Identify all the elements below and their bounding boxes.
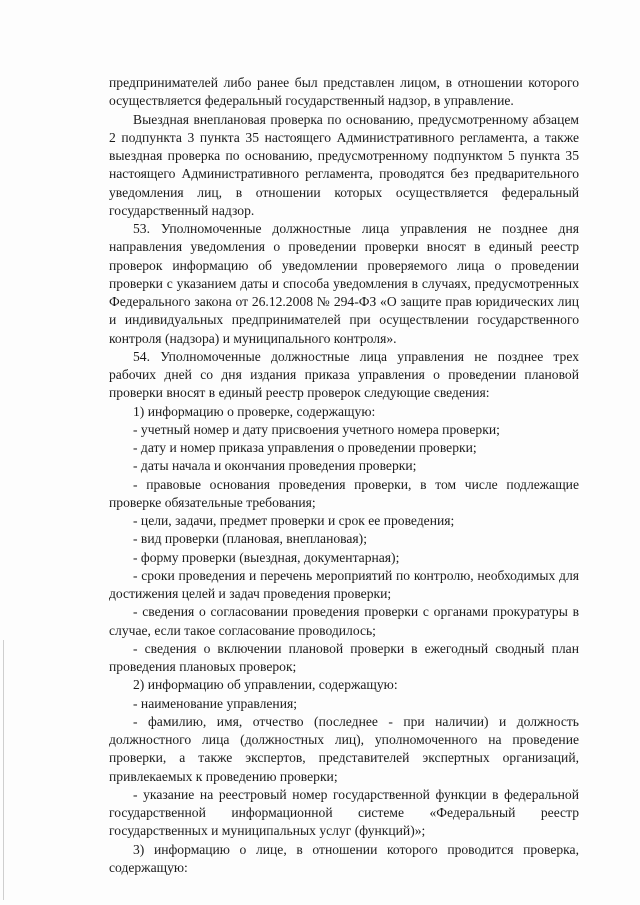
list-item: - правовые основания проведения проверки, в том числе подлежащие проверке обязательные требования; <box>109 476 579 510</box>
list-item: - сроки проведения и перечень мероприятий по контролю, необходимых для достижения целей и задач проведения проверки; <box>109 567 579 601</box>
scan-artifact-line <box>3 640 4 900</box>
list-item: - сведения о включении плановой проверки в ежегодный сводный план проведения плановых проверок; <box>109 640 579 674</box>
paragraph-unannounced-inspection: Выездная внеплановая проверка по основанию, предусмотренному абзацем 2 подпункта 3 пункта 35 настоящего Административного регламента, а также выездная проверка по основанию, предусмотренному подпунктом 5 пункта 35 настоящего Административного регламента, проводятся без предварительного уведомления лиц, в отношении которых осуществляется федеральный государственный надзор. <box>109 111 579 218</box>
paragraph-continuation: предпринимателей либо ранее был представлен лицом, в отношении которого осуществляется федеральный государственный надзор, в управление. <box>109 75 579 109</box>
list-heading-inspection-info: 1) информацию о проверке, содержащую: <box>133 403 376 419</box>
list-item: - сведения о согласовании проведения проверки с органами прокуратуры в случае, если такое согласование проводилось; <box>109 604 579 638</box>
list-item: - дату и номер приказа управления о проведении проверки; <box>133 440 477 455</box>
list-heading-inspected-party-info: 3) информацию о лице, в отношении которого проводится проверка, содержащую: <box>109 841 579 875</box>
list-item: - форму проверки (выездная, документарная); <box>133 549 400 565</box>
paragraph-53: 53. Уполномоченные должностные лица управления не позднее дня направления уведомления о проведении проверки вносят в единый реестр проверок информацию об уведомлении проверяемого лица о проведении проверки с указанием даты и способа уведомления в случаях, предусмотренных Федерального закона от 26.12.2008 № 294-ФЗ «О защите прав юридических лиц и индивидуальных предпринимателей при осуществлении государственного контроля (надзора) и муниципального контроля». <box>109 221 579 346</box>
list-item: - даты начала и окончания проведения проверки; <box>133 458 417 474</box>
list-item: - вид проверки (плановая, внеплановая); <box>133 531 367 547</box>
list-item: - цели, задачи, предмет проверки и срок ее проведения; <box>133 513 455 528</box>
document-body <box>109 74 579 877</box>
paragraph-54: 54. Уполномоченные должностные лица управления не позднее трех рабочих дней со дня издания приказа управления о проведении плановой проверки вносят в единый реестр проверок следующие сведения: <box>109 348 579 401</box>
list-item: - фамилию, имя, отчество (последнее - при наличии) и должность должностного лица (должностных лиц), уполномоченного на проведение проверки, а также экспертов, представителей экспертных организаций, привлекаемых к проведению проверки; <box>109 713 579 784</box>
list-item: - указание на реестровый номер государственной функции в федеральной государственной информационной системе «Федеральный реестр государственных и муниципальных услуг (функций)»; <box>109 786 579 839</box>
list-item: - учетный номер и дату присвоения учетного номера проверки; <box>133 421 500 437</box>
list-heading-department-info: 2) информацию об управлении, содержащую: <box>133 677 398 693</box>
list-item: - наименование управления; <box>133 695 298 711</box>
